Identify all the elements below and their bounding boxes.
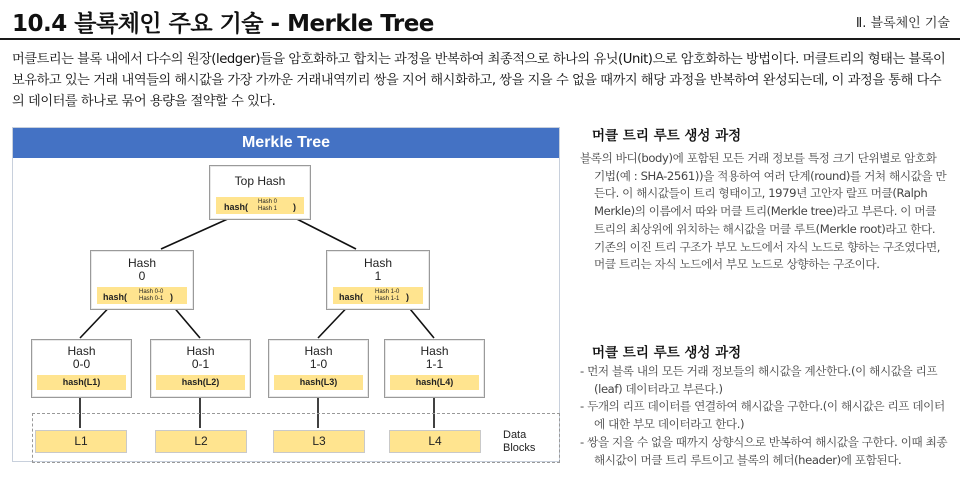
data-blocks-label-2: Blocks bbox=[503, 442, 536, 454]
hash-l3-formula: hash(L3) bbox=[274, 375, 363, 390]
node-hash-0-label: Hash bbox=[127, 256, 156, 270]
chapter-label: Ⅱ. 블록체인 기술 bbox=[855, 16, 950, 31]
intro-paragraph: 머클트리는 블록 내에서 다수의 원장(ledger)들을 암호화하고 합치는 과정을 반복하여 최종적으로 하나의 유닛(Unit)으로 암호화하는 방법이다. 머클트리의 형태는 블록이 보유하고 있는 거래 내역들의 해시값을 가장 가까운 거래내역끼리 쌍을 지어 해시화하고, 쌍을 지을 수 없을 때까지 해당 과정을 반복하여 완성되는데, 이 과정을 통해 다수의 데이터를 하나로 묶어 용량을 절약할 수 있다. bbox=[12, 52, 946, 109]
node-top-hash-label: Top Hash bbox=[234, 174, 286, 188]
top-hash-fn: hash( bbox=[224, 202, 249, 212]
hash-l4-formula: hash(L4) bbox=[390, 375, 479, 390]
merkle-tree-diagram bbox=[12, 127, 560, 462]
section2-step-1: - 먼저 블록 내의 모든 거래 정보들의 해시값을 계산한다.(이 해시값을 리프(leaf) 데이터라고 부른다.) bbox=[580, 364, 938, 396]
section1-body bbox=[580, 150, 948, 274]
hash-1-sub1: Hash 1-0 bbox=[375, 289, 400, 295]
node-hash-0-0-index: 0-0 bbox=[72, 357, 91, 371]
page-title: 10.4 블록체인 주요 기술 - Merkle Tree bbox=[12, 11, 434, 37]
section2-step-2: - 두개의 리프 데이터를 연결하여 해시값을 구한다.(이 해시값은 리프 데이터에 대한 부모 데이터라고 한다.) bbox=[580, 399, 945, 432]
node-hash-1-0-label: Hash bbox=[304, 344, 333, 358]
hash-0-formula bbox=[97, 287, 187, 304]
hash-1-formula bbox=[333, 287, 423, 304]
data-blocks-label-1: Data bbox=[503, 429, 527, 441]
hash-1-fn: hash( bbox=[339, 292, 364, 302]
hash-1-close: ) bbox=[406, 292, 409, 302]
diagram-title: Merkle Tree bbox=[241, 134, 331, 151]
hash-1-sub2: Hash 1-1 bbox=[375, 296, 400, 302]
data-block-l2: L2 bbox=[155, 430, 247, 453]
top-hash-sub2: Hash 1 bbox=[258, 206, 278, 212]
node-hash-1-1 bbox=[384, 339, 485, 398]
node-hash-0-0 bbox=[31, 339, 132, 398]
section2-step-3: - 쌍을 지을 수 없을 때까지 상향식으로 반복하여 해시값을 구한다. 이때 최종 해시값이 머클 트리 루트이고 블록의 헤더(header)에 포함된다. bbox=[580, 434, 948, 467]
node-hash-1-label: Hash bbox=[363, 256, 392, 270]
node-hash-0-1 bbox=[150, 339, 251, 398]
node-hash-0-0-label: Hash bbox=[67, 344, 96, 358]
section1-paragraph: 블록의 바디(body)에 포함된 모든 거래 정보를 특정 크기 단위별로 암호화 기법(예 : SHA-2561))을 적용하여 여러 단계(round)를 거쳐 해시값을 만든다. 이 해시값들이 트리 형태이고, 1979년 고안자 랄프 머클(Ralph Merkle)의 이름에서 따와 머클 트리(Merkle tree)라고 부른다. 이 머클 트리의 최상위에 위치하는 해시값을 머클 루트(Merkle root)라고 한다. 기존의 이진 트리 구조가 부모 노드에서 자식 노드로 향하는 구조였다면, 머클 트리는 자식 노드에서 부모 노드로 상향하는 구조이다. bbox=[580, 151, 947, 272]
section-merkle-root-overview bbox=[580, 124, 952, 284]
node-hash-0 bbox=[90, 250, 194, 310]
top-hash-close: ) bbox=[293, 202, 296, 212]
section-merkle-root-steps bbox=[580, 341, 952, 481]
node-hash-0-1-index: 0-1 bbox=[191, 357, 210, 371]
node-hash-1-1-label: Hash bbox=[420, 344, 449, 358]
header-divider bbox=[0, 38, 960, 40]
section2-heading: 머클 트리 루트 생성 과정 bbox=[592, 345, 742, 361]
node-hash-0-index: 0 bbox=[138, 269, 146, 283]
data-block-l3: L3 bbox=[273, 430, 365, 453]
node-hash-0-1-label: Hash bbox=[186, 344, 215, 358]
node-hash-1-1-index: 1-1 bbox=[425, 357, 444, 371]
node-top-hash bbox=[209, 165, 311, 220]
top-hash-formula bbox=[216, 197, 304, 214]
section1-heading: 머클 트리 루트 생성 과정 bbox=[592, 128, 742, 144]
hash-0-fn: hash( bbox=[103, 292, 128, 302]
node-hash-1-index: 1 bbox=[374, 269, 382, 283]
data-block-l1: L1 bbox=[35, 430, 127, 453]
data-block-l4: L4 bbox=[389, 430, 481, 453]
hash-0-close: ) bbox=[170, 292, 173, 302]
hash-0-sub2: Hash 0-1 bbox=[139, 296, 164, 302]
hash-0-sub1: Hash 0-0 bbox=[139, 289, 164, 295]
node-hash-1-0-index: 1-0 bbox=[309, 357, 328, 371]
section2-body bbox=[580, 363, 948, 469]
node-hash-1-0 bbox=[268, 339, 369, 398]
hash-l1-formula: hash(L1) bbox=[37, 375, 126, 390]
page-header bbox=[0, 0, 960, 40]
top-hash-sub1: Hash 0 bbox=[258, 199, 278, 205]
node-hash-1 bbox=[326, 250, 430, 310]
hash-l2-formula: hash(L2) bbox=[156, 375, 245, 390]
